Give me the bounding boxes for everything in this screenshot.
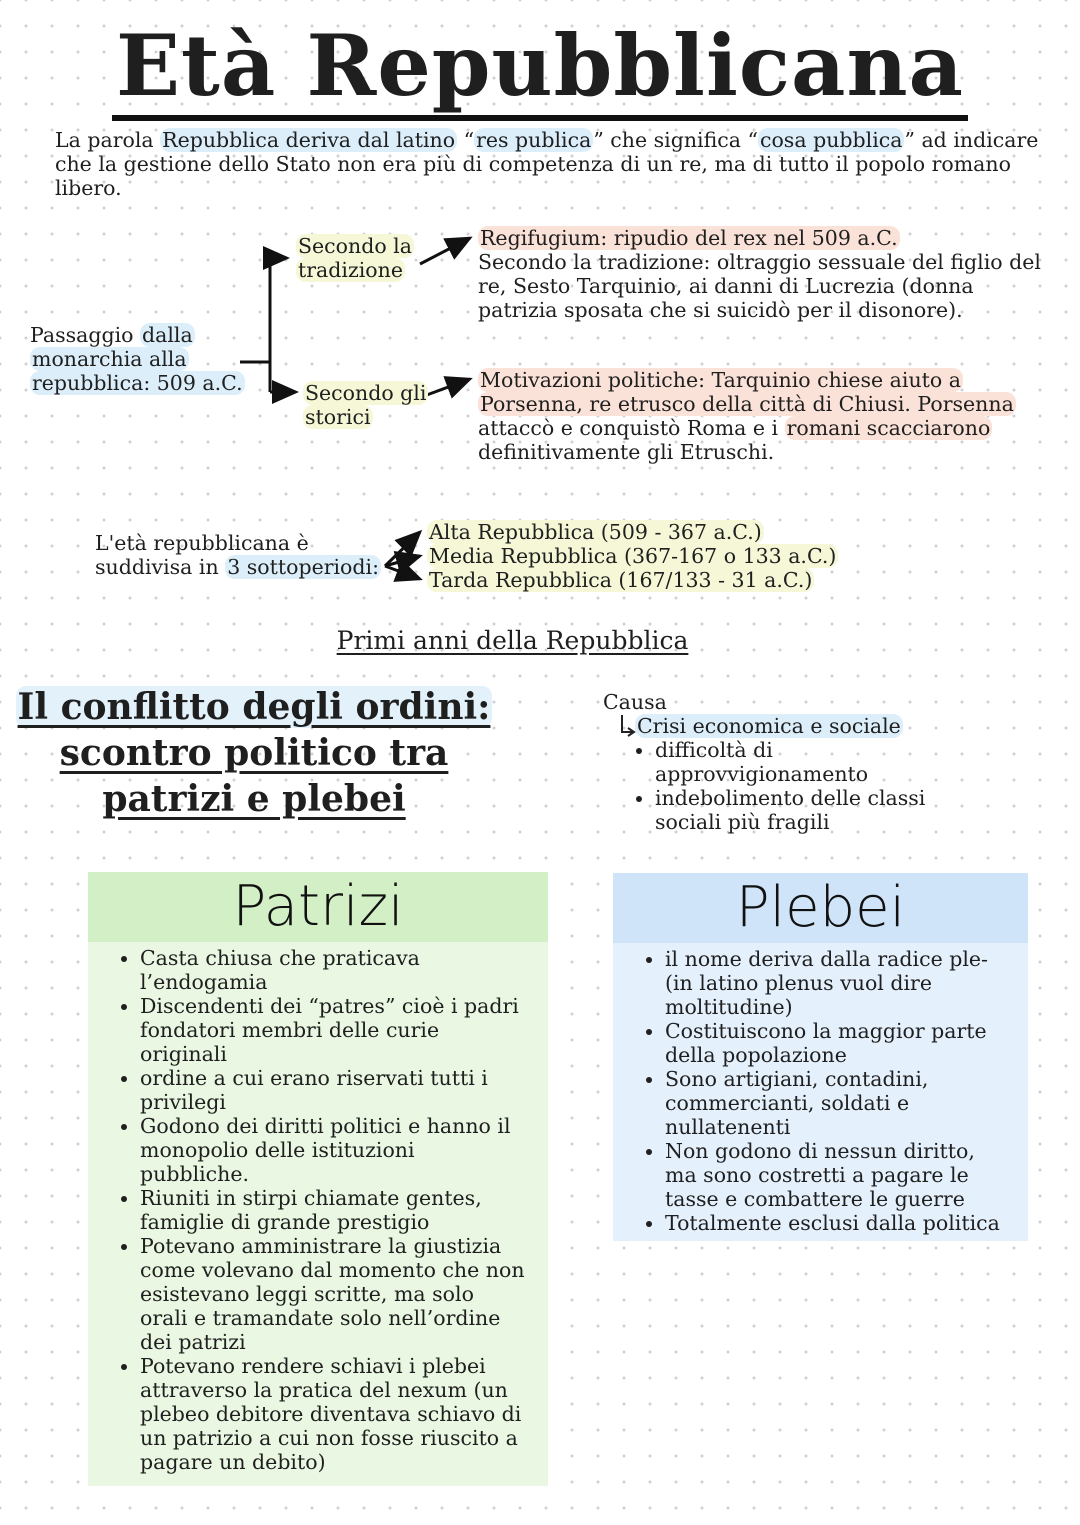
list-item: • Potevano rendere schiavi i plebei attraverso la pratica del nexum (un plebeo debitore diventava schiavo di un patrizio a cui non fosse riuscito a pagare un debito) bbox=[140, 1354, 526, 1474]
list-item: • Casta chiusa che praticava l’endogamia bbox=[140, 946, 526, 994]
periodo-tarda: Tarda Repubblica (167/133 - 31 a.C.) bbox=[429, 568, 813, 592]
list-item: • indebolimento delle classi sociali più fragili bbox=[655, 786, 983, 834]
list-item: • Potevano amministrare la giustizia come volevano dal momento che non esistevano leggi scritte, ma solo orali e tramandate solo nell’ordine dei patrizi bbox=[140, 1234, 526, 1354]
causa-label: Causa bbox=[603, 690, 667, 714]
list-item: • Totalmente esclusi dalla politica bbox=[665, 1211, 1006, 1235]
list-item: • Riuniti in stirpi chiamate gentes, famiglie di grande prestigio bbox=[140, 1186, 526, 1234]
section-heading-primi-anni: Primi anni della Repubblica bbox=[336, 626, 689, 655]
arrow-to-tarda bbox=[385, 566, 420, 579]
list-item: • difficoltà di approvvigionamento bbox=[655, 738, 983, 786]
passaggio-label: Passaggio dalla monarchia alla repubblica: 509 a.C. bbox=[30, 323, 243, 395]
arrow-to-motivazioni bbox=[424, 379, 470, 396]
conflict-heading: Il conflitto degli ordini: scontro politico tra patrizi e plebei bbox=[17, 686, 491, 820]
causa-crisi: Crisi economica e sociale bbox=[637, 714, 901, 738]
periodo-media: Media Repubblica (367-167 o 133 a.C.) bbox=[429, 544, 837, 568]
list-item: • Costituiscono la maggior parte della popolazione bbox=[665, 1019, 1006, 1067]
list-item: • Godono dei diritti politici e hanno il monopolio delle istituzioni pubbliche. bbox=[140, 1114, 526, 1186]
plebei-card bbox=[613, 873, 1028, 1241]
list-item: • Discendenti dei “patres” cioè i padri fondatori membri delle curie originali bbox=[140, 994, 526, 1066]
causa-block bbox=[603, 690, 983, 834]
list-item: • Non godono di nessun diritto, ma sono costretti a pagare le tasse e combattere le guerre bbox=[665, 1139, 1006, 1211]
tradizione-text: Regifugium: ripudio del rex nel 509 a.C. Secondo la tradizione: oltraggio sessuale del figlio del re, Sesto Tarquinio, ai danni di Lucrezia (donna patrizia sposata che si suicidò per il disonore). bbox=[478, 226, 1041, 322]
plebei-title: Plebei bbox=[613, 873, 1028, 943]
patrizi-title: Patrizi bbox=[88, 872, 548, 942]
patrizi-card bbox=[88, 872, 548, 1486]
arrow-to-regifugium bbox=[420, 238, 470, 264]
periodi-list bbox=[427, 520, 838, 592]
periodo-alta: Alta Repubblica (509 - 367 a.C.) bbox=[429, 520, 762, 544]
list-item: • il nome deriva dalla radice ple- (in latino plenus vuol dire moltitudine) bbox=[665, 947, 1006, 1019]
list-item: • Sono artigiani, contadini, commercianti, soldati e nullatenenti bbox=[665, 1067, 1006, 1139]
list-item: • ordine a cui erano riservati tutti i privilegi bbox=[140, 1066, 526, 1114]
intro-paragraph: La parola Repubblica deriva dal latino “res publica” che significa “cosa pubblica” ad indicare che la gestione dello Stato non era più di competenza di un re, ma di tutto il popolo romano libero. bbox=[55, 128, 1039, 200]
page-title: Età Repubblicana bbox=[0, 16, 1080, 115]
tradizione-label: Secondo la tradizione bbox=[298, 234, 412, 282]
periodi-intro: L'età repubblicana è suddivisa in 3 sottoperiodi: bbox=[95, 531, 379, 579]
storici-label: Secondo gli storici bbox=[305, 381, 427, 429]
storici-text: Motivazioni politiche: Tarquinio chiese aiuto a Porsenna, re etrusco della città di Chiusi. Porsenna attaccò e conquistò Roma e i romani scacciarono definitivamente gli Etruschi. bbox=[478, 368, 1014, 464]
